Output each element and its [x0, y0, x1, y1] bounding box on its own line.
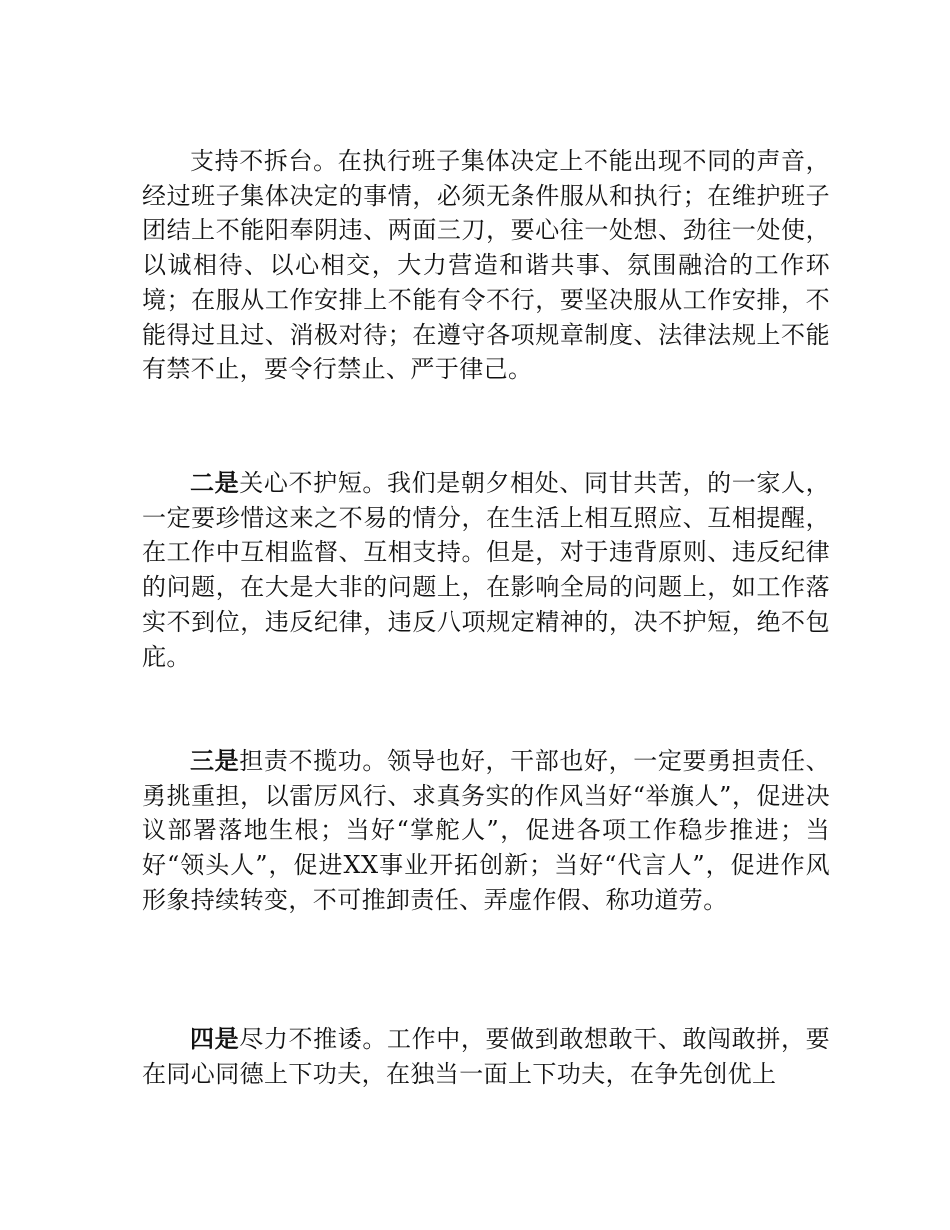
paragraph-3: [142, 744, 830, 918]
paragraph-3-text: 担责不揽功。领导也好，干部也好，一定要勇担责任、勇挑重担，以雷厉风行、求真务实的作风当好“举旗人”，促进决议部署落地生根；当好“掌舵人”，促进各项工作稳步推进；当好“领头人”，促进XX事业开拓创新；当好“代言人”，促进作风形象持续转变，不可推卸责任、弄虚作假、称功道劳。: [142, 747, 830, 914]
paragraph-4: [142, 1022, 830, 1091]
paragraph-4-lead: 四是: [190, 1025, 240, 1053]
paragraph-1-text: 支持不拆台。在执行班子集体决定上不能出现不同的声音，经过班子集体决定的事情，必须无条件服从和执行；在维护班子团结上不能阳奉阴违、两面三刀，要心往一处想、劲往一处使，以诚相待、以心相交，大力营造和谐共事、氛围融洽的工作环境；在服从工作安排上不能有令不行，要坚决服从工作安排，不能得过且过、消极对待；在遵守各项规章制度、法律法规上不能有禁不止，要令行禁止、严于律己。: [142, 147, 830, 384]
paragraph-2-lead: 二是: [190, 469, 240, 497]
paragraph-1: [142, 144, 830, 387]
paragraph-3-lead: 三是: [190, 747, 240, 775]
paragraph-2-text: 关心不护短。我们是朝夕相处、同甘共苦，的一家人，一定要珍惜这来之不易的情分，在生活上相互照应、互相提醒，在工作中互相监督、互相支持。但是，对于违背原则、违反纪律的问题，在大是大非的问题上，在影响全局的问题上，如工作落实不到位，违反纪律，违反八项规定精神的，决不护短，绝不包庇。: [142, 469, 830, 671]
paragraph-4-text: 尽力不推诿。工作中，要做到敢想敢干、敢闯敢拼，要在同心同德上下功夫，在独当一面上下功夫，在争先创优上: [142, 1025, 830, 1088]
paragraph-2: [142, 466, 830, 674]
